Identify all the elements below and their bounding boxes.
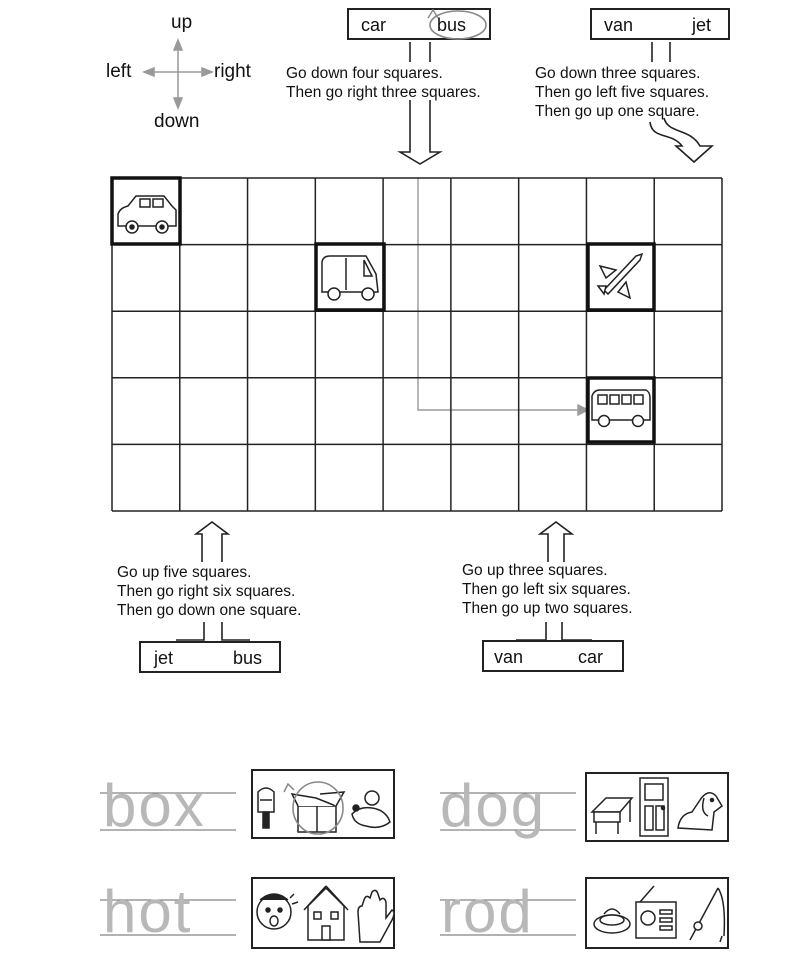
door-icon[interactable] [640,778,668,836]
fishing-rod-icon[interactable] [690,888,724,942]
trace-word-hot[interactable]: hot [103,878,193,945]
desk-icon[interactable] [592,798,632,834]
dog-icon[interactable] [678,793,722,830]
crying-face-icon[interactable] [257,894,298,929]
compass-down-label: down [154,111,200,132]
trace-word-box[interactable]: box [103,772,206,839]
clue-1-choice-car[interactable]: car [361,15,387,35]
clue-1-line-1: Go down four squares. [286,65,443,82]
clue-1-line-2: Then go right three squares. [286,84,481,101]
clue-4-line-2: Then go left six squares. [462,581,631,598]
hand-icon[interactable] [358,890,394,942]
clue-4-choice-van[interactable]: van [494,647,524,667]
clue-4-line-1: Go up three squares. [462,562,608,579]
box-icon[interactable] [284,782,344,834]
mailbox-icon[interactable] [258,788,274,828]
ring-icon[interactable] [594,909,630,933]
clue-2-line-2: Then go left five squares. [535,84,710,101]
clue-2-line-3: Then go up one square. [535,103,700,120]
baby-icon[interactable] [352,791,390,827]
clue-2-choice-van[interactable]: van [604,15,634,35]
clue-3-choice-jet[interactable]: jet [154,648,174,668]
clue-3-line-1: Go up five squares. [117,564,252,581]
trace-word-rod[interactable]: rod [441,878,534,945]
clue-3-line-3: Then go down one square. [117,602,302,619]
compass-left-label: left [106,61,132,82]
clue-2-line-1: Go down three squares. [535,65,701,82]
trace-word-dog[interactable]: dog [440,772,547,839]
clue-4-choice-car[interactable]: car [578,647,604,667]
clue-3-line-2: Then go right six squares. [117,583,296,600]
radio-icon[interactable] [636,886,676,938]
clue-4-line-3: Then go up two squares. [462,600,633,617]
compass-right-label: right [214,61,251,82]
clue-3-choice-bus[interactable]: bus [233,648,263,668]
clue-1-choice-bus[interactable]: bus [437,15,467,35]
house-icon[interactable] [304,886,348,940]
clue-2-choice-jet[interactable]: jet [692,15,712,35]
compass-up-label: up [171,12,193,33]
